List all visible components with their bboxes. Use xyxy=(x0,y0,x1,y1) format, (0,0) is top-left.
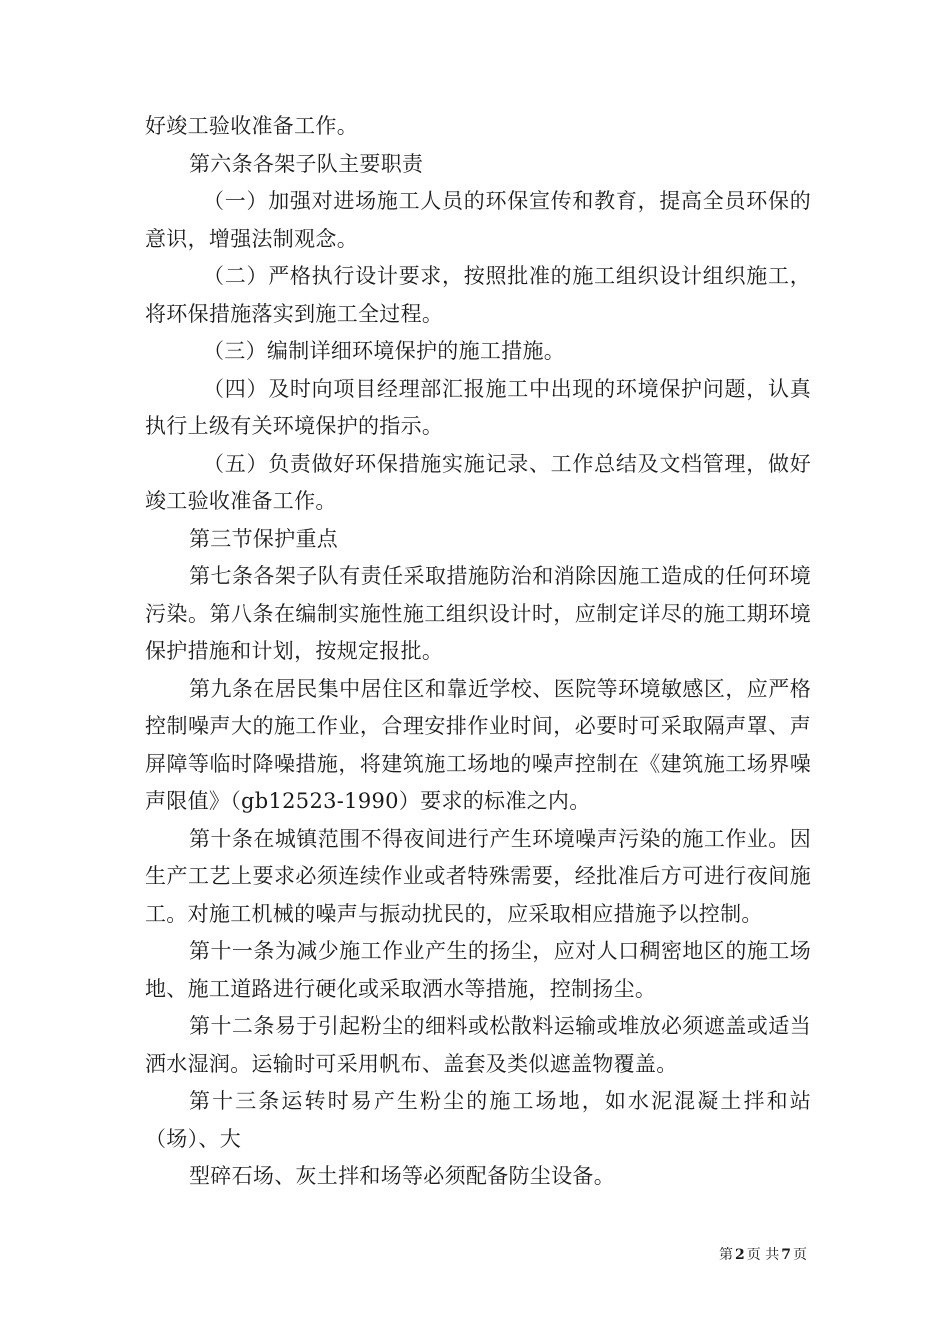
paragraph: （三）编制详细环境保护的施工措施。 xyxy=(203,339,566,363)
total-pages-number: 7 xyxy=(781,1247,791,1263)
paragraph: 第十条在城镇范围不得夜间进行产生环境噪声污染的施工作业。因生产工艺上要求必须连续作业或者特殊需要，经批准后方可进行夜间施工。对施工机械的噪声与振动扰民的，应采取相应措施予以控制。 xyxy=(145,826,811,926)
paragraph: 第七条各架子队有责任采取措施防治和消除因施工造成的任何环境污染。第八条在编制实施性施工组织设计时，应制定详尽的施工期环境保护措施和计划，按规定报批。 xyxy=(145,564,811,663)
paragraph: 第九条在居民集中居住区和靠近学校、医院等环境敏感区，应严格控制噪声大的施工作业，合理安排作业时间，必要时可采取隔声罩、声屏障等临时降噪措施，将建筑施工场地的噪声控制在《建筑施工场界噪声限值》（gb12523-1990）要求的标准之内。 xyxy=(145,676,811,813)
footer-middle: 页 共 xyxy=(746,1247,780,1263)
paragraph: 好竣工验收准备工作。 xyxy=(145,114,358,138)
current-page-number: 2 xyxy=(735,1247,745,1263)
paragraph: 第十三条运转时易产生粉尘的施工场地，如水泥混凝土拌和站（场）、大 xyxy=(145,1089,811,1151)
paragraph: （二）严格执行设计要求，按照批准的施工组织设计组织施工，将环保措施落实到施工全过程。 xyxy=(145,264,811,326)
footer-prefix: 第 xyxy=(719,1247,734,1263)
paragraph: 型碎石场、灰土拌和场等必须配备防尘设备。 xyxy=(189,1164,615,1188)
footer-suffix: 页 xyxy=(793,1247,807,1263)
paragraph: （四）及时向项目经理部汇报施工中出现的环境保护问题，认真执行上级有关环境保护的指示。 xyxy=(145,376,811,438)
paragraph: （五）负责做好环保措施实施记录、工作总结及文档管理，做好竣工验收准备工作。 xyxy=(145,451,811,513)
paragraph: （一）加强对进场施工人员的环保宣传和教育，提高全员环保的意识，增强法制观念。 xyxy=(145,189,811,251)
paragraph: 第十二条易于引起粉尘的细料或松散料运输或堆放必须遮盖或适当洒水湿润。运输时可采用帆布、盖套及类似遮盖物覆盖。 xyxy=(145,1014,811,1076)
document-body xyxy=(145,108,811,1196)
page-footer xyxy=(719,1244,807,1264)
article-heading: 第六条各架子队主要职责 xyxy=(189,151,424,176)
paragraph: 第十一条为减少施工作业产生的扬尘，应对人口稠密地区的施工场地、施工道路进行硬化或采取洒水等措施，控制扬尘。 xyxy=(145,939,811,1001)
section-heading: 第三节保护重点 xyxy=(189,526,339,551)
